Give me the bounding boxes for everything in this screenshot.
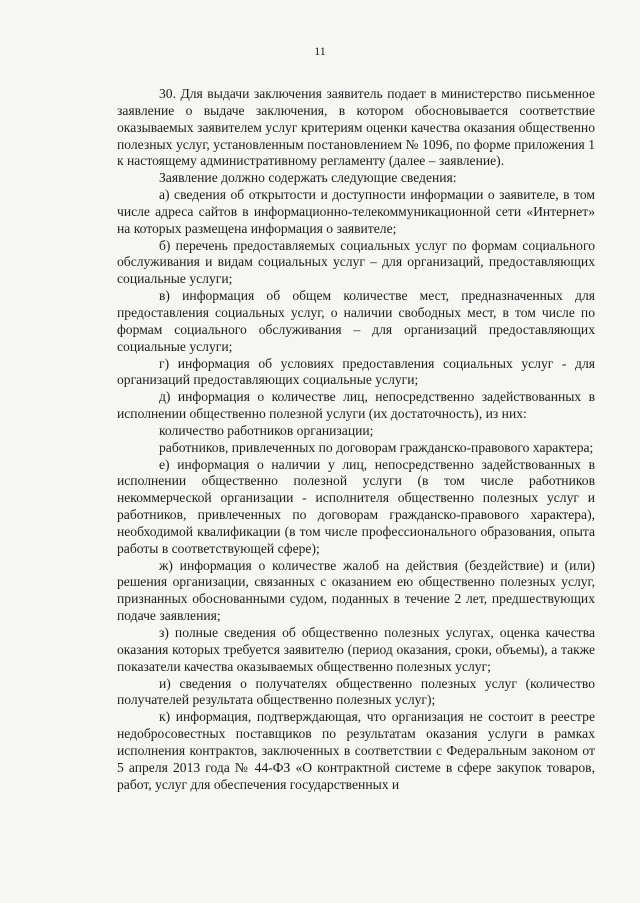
paragraph-item-g: г) информация об условиях предоставления социальных услуг - для организаций предоставляющих социальные услуги; xyxy=(117,355,595,388)
paragraph-requirements-intro: Заявление должно содержать следующие сведения: xyxy=(159,170,457,186)
paragraph-item-b: б) перечень предоставляемых социальных услуг по формам социального обслуживания и видам социальных услуг – для организаций, предоставляющих социальные услуги; xyxy=(117,237,595,287)
paragraph-employees-count: количество работников организации; xyxy=(159,422,374,438)
paragraph-item-d: д) информация о количестве лиц, непосредственно задействованных в исполнении общественно полезной услуги (их достаточность), из них: xyxy=(117,389,595,422)
paragraph-item-zh: ж) информация о количестве жалоб на действия (бездействие) и (или) решения организации, связанных с оказанием ею общественно полезных услуг, признанных обоснованными судом, поданных в течение 2 лет, предшествующих подаче заявления; xyxy=(117,557,595,624)
paragraph-item-z: з) полные сведения об общественно полезных услугах, оценка качества оказания которых требуется заявителю (период оказания, сроки, объемы), а также показатели качества оказываемых общественно полезных услуг; xyxy=(117,625,595,674)
paragraph-item-a: а) сведения об открытости и доступности информации о заявителе, в том числе адреса сайтов в информационно-телекоммуникационной сети «Интернет» на которых размещена информация о заявителе; xyxy=(117,187,595,236)
paragraph-30: 30. Для выдачи заключения заявитель подает в министерство письменное заявление о выдаче заключения, в котором обосновывается соответствие оказываемых заявителем услуг критериям оценки качества оказания общественно полезных услуг, установленным постановлением № 1096, по форме приложения 1 к настоящему административному регламенту (далее – заявление). xyxy=(117,86,595,169)
paragraph-item-k: к) информация, подтверждающая, что организация не состоит в реестре недобросовестных поставщиков по результатам оказания услуги в рамках исполнения контрактов, заключенных в соответствии с Федеральным законом от 5 апреля 2013 года № 44-ФЗ «О контрактной системе в сфере закупок товаров, работ, услуг для обеспечения государственных и xyxy=(117,709,595,792)
page-number: 11 xyxy=(314,44,326,58)
document-body xyxy=(117,86,595,793)
paragraph-contract-workers: работников, привлеченных по договорам гражданско-правового характера; xyxy=(159,439,594,455)
paragraph-item-i: и) сведения о получателях общественно полезных услуг (количество получателей результата общественно полезных услуг); xyxy=(117,675,595,708)
paragraph-item-v: в) информация об общем количестве мест, предназначенных для предоставления социальных услуг, о наличии свободных мест, в том числе по формам социального обслуживания – для организаций предоставляющих социальные услуги; xyxy=(117,288,595,354)
paragraph-item-e: е) информация о наличии у лиц, непосредственно задействованных в исполнении общественно полезной услуги (в том числе работников некоммерческой организации - исполнителя общественно полезных услуг и работников, привлеченных по договорам гражданско-правового характера), необходимой квалификации (в том числе профессионального образования, опыта работы в соответствующей сфере); xyxy=(117,456,595,556)
